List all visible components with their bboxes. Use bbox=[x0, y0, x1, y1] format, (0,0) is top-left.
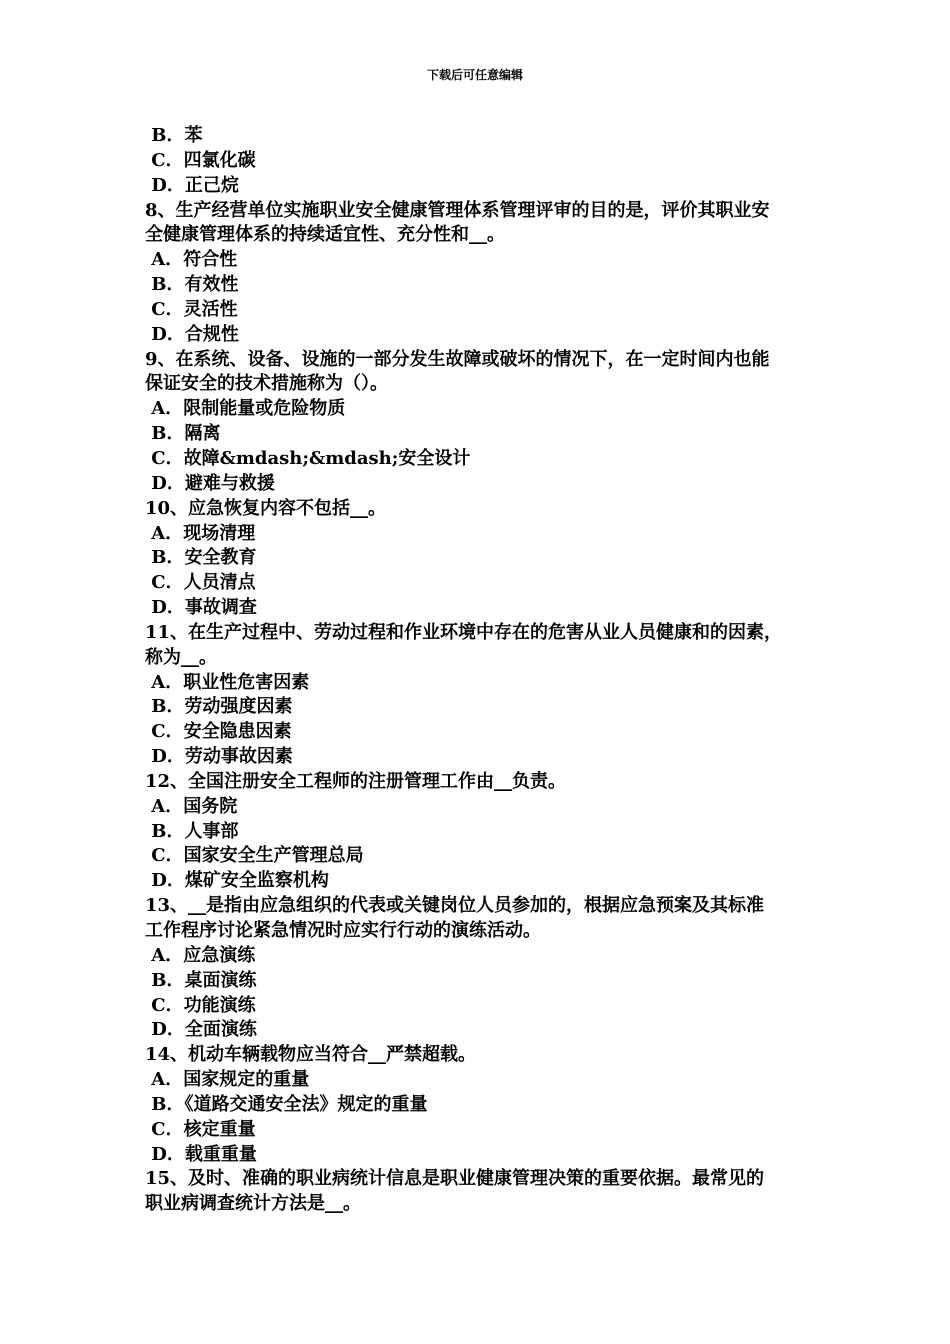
text-line: C．人员清点 bbox=[145, 572, 256, 594]
text-line: B．人事部 bbox=[145, 820, 239, 842]
text-line: A．应急演练 bbox=[145, 944, 256, 966]
text-line: A．符合性 bbox=[145, 249, 238, 271]
text-line: B．《道路交通安全法》规定的重量 bbox=[145, 1093, 428, 1115]
text-line: C．国家安全生产管理总局 bbox=[145, 845, 364, 867]
text-line: B．有效性 bbox=[145, 274, 239, 296]
text-line: A．国务院 bbox=[145, 795, 238, 817]
text-line: C．核定重量 bbox=[145, 1118, 256, 1140]
text-line: C．功能演练 bbox=[145, 994, 256, 1016]
text-line: C．灵活性 bbox=[145, 298, 238, 320]
text-line: 14、机动车辆载物应当符合__严禁超载。 bbox=[145, 1044, 477, 1066]
text-line: D．劳动事故因素 bbox=[145, 746, 293, 768]
text-line: 保证安全的技术措施称为（）。 bbox=[145, 373, 388, 395]
text-line: 11、在生产过程中、劳动过程和作业环境中存在的危害从业人员健康和的因素， bbox=[145, 621, 783, 643]
text-line: D．全面演练 bbox=[145, 1019, 257, 1041]
text-line: C．四氯化碳 bbox=[145, 149, 256, 171]
text-line: 15、及时、准确的职业病统计信息是职业健康管理决策的重要依据。最常见的 bbox=[145, 1168, 765, 1190]
text-line: D．事故调查 bbox=[145, 597, 257, 619]
text-line: 工作程序讨论紧急情况时应实行行动的演练活动。 bbox=[145, 920, 541, 941]
text-line: D．合规性 bbox=[145, 323, 239, 345]
text-line: 10、应急恢复内容不包括__。 bbox=[145, 497, 387, 519]
text-line: D．避难与救援 bbox=[145, 472, 275, 494]
text-line: 8、生产经营单位实施职业安全健康管理体系管理评审的目的是，评价其职业安 bbox=[145, 199, 770, 221]
page-header: 下载后可任意编辑 bbox=[426, 68, 523, 82]
document-body bbox=[145, 124, 825, 1217]
text-line: A．国家规定的重量 bbox=[145, 1069, 310, 1091]
text-line: C．安全隐患因素 bbox=[145, 721, 292, 743]
text-line: A．限制能量或危险物质 bbox=[145, 398, 346, 420]
text-line: 12、全国注册安全工程师的注册管理工作由__负责。 bbox=[145, 770, 567, 792]
text-line: 9、在系统、设备、设施的一部分发生故障或破坏的情况下，在一定时间内也能 bbox=[145, 348, 770, 370]
text-line: D．煤矿安全监察机构 bbox=[145, 870, 329, 892]
text-line: 13、__是指由应急组织的代表或关键岗位人员参加的，根据应急预案及其标准 bbox=[145, 895, 765, 917]
text-line: D．载重重量 bbox=[145, 1143, 257, 1165]
text-line: 称为__。 bbox=[145, 646, 217, 668]
text-line: B．桌面演练 bbox=[145, 969, 257, 991]
text-line: B．劳动强度因素 bbox=[145, 696, 293, 718]
text-line: D．正己烷 bbox=[145, 174, 239, 196]
text-line: B．隔离 bbox=[145, 423, 221, 445]
text-line: 全健康管理体系的持续适宜性、充分性和__。 bbox=[145, 224, 505, 246]
text-line: A．职业性危害因素 bbox=[145, 671, 310, 693]
text-line: B．苯 bbox=[145, 125, 203, 146]
text-line: A．现场清理 bbox=[145, 522, 256, 544]
text-line: B．安全教育 bbox=[145, 547, 257, 569]
text-line: 职业病调查统计方法是__。 bbox=[145, 1193, 361, 1215]
text-line: C．故障&mdash;&mdash;安全设计 bbox=[145, 447, 471, 469]
